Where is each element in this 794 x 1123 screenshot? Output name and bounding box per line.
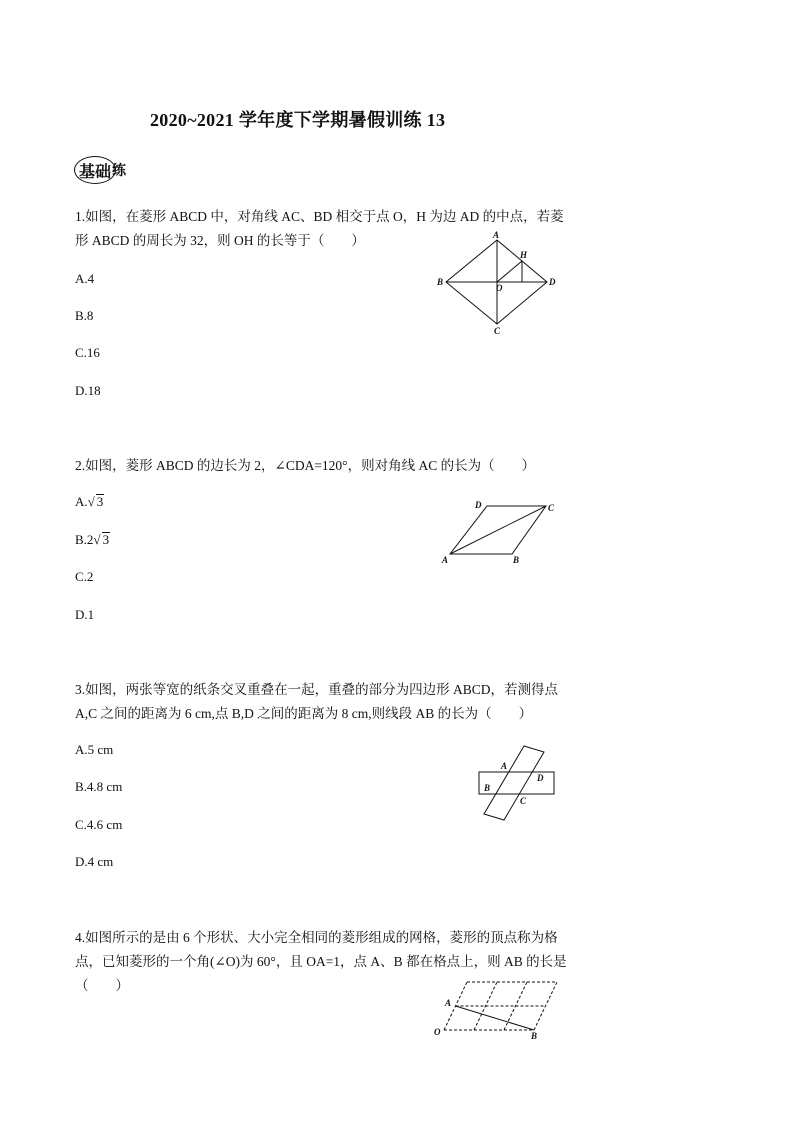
- q1-label-d: D: [549, 277, 556, 287]
- q1-option-b: B.8: [75, 308, 94, 323]
- q3-label-d: D: [537, 773, 544, 783]
- q4-rhombus-grid-figure: [430, 975, 560, 1043]
- q3-slanted-strip: [484, 746, 544, 820]
- section-badge: 基础: [74, 156, 116, 184]
- q3-option-a: A.5 cm: [75, 742, 114, 757]
- q1-segment-oh: [497, 261, 522, 282]
- q2-label-c: C: [548, 503, 555, 513]
- q3-label-c: C: [520, 796, 527, 806]
- q4-segment-ab: [456, 1006, 535, 1030]
- q2-label-a: A: [442, 555, 449, 565]
- question-4-text: 4.如图所示的是由 6 个形状、大小完全相同的菱形组成的网格，菱形的顶点称为格点，已知菱形的一个角(∠O)为 60°，且 OA=1，点 A、B 都在格点上，则 AB 的长是（ ）: [75, 930, 567, 993]
- radical-sign-icon: √: [93, 532, 101, 547]
- q4-label-o: O: [434, 1027, 441, 1037]
- q3-option-b: B.4.8 cm: [75, 779, 123, 794]
- q1-label-b: B: [437, 277, 444, 287]
- q2-label-b: B: [513, 555, 520, 565]
- q1-label-o: O: [496, 283, 503, 293]
- q2-option-d: D.1: [75, 607, 95, 622]
- q2-option-b: [75, 532, 110, 548]
- q4-label-b: B: [531, 1031, 538, 1041]
- q3-paper-strips-figure: [470, 738, 565, 828]
- q2-label-d: D: [475, 500, 482, 510]
- q4-label-a: A: [445, 998, 452, 1008]
- q3-label-a: A: [501, 761, 508, 771]
- page-title: 2020~2021 学年度下学期暑假训练 13: [150, 110, 446, 130]
- section-label-rest: 练: [112, 164, 126, 179]
- q1-label-a: A: [493, 230, 500, 240]
- q3-option-d: D.4 cm: [75, 854, 114, 869]
- q2-option-b-radicand: 3: [102, 532, 110, 547]
- q2-rhombus-figure: [438, 496, 563, 568]
- q1-option-c: C.16: [75, 345, 100, 360]
- q3-option-c: C.4.6 cm: [75, 817, 123, 832]
- q2-option-a-prefix: A.: [75, 494, 88, 509]
- q2-option-a: [75, 494, 104, 510]
- q2-option-b-prefix: B.2: [75, 532, 94, 547]
- q1-option-d: D.18: [75, 383, 101, 398]
- q2-diagonal-ac: [450, 506, 546, 554]
- q1-label-h: H: [520, 250, 528, 260]
- question-2-text: 2.如图，菱形 ABCD 的边长为 2，∠CDA=120°，则对角线 AC 的长为（ ）: [75, 458, 536, 473]
- q1-label-c: C: [494, 326, 501, 336]
- q3-label-b: B: [484, 783, 491, 793]
- q1-option-a: A.4: [75, 271, 95, 286]
- section-heading: [74, 156, 126, 184]
- question-3-text: 3.如图，两张等宽的纸条交叉重叠在一起，重叠的部分为四边形 ABCD，若测得点 A,C 之间的距离为 6 cm,点 B,D 之间的距离为 8 cm,则线段 AB 的长为（ ）: [75, 682, 559, 721]
- radical-sign-icon: √: [87, 494, 95, 509]
- question-1-text: 1.如图，在菱形 ABCD 中，对角线 AC、BD 相交于点 O，H 为边 AD 的中点，若菱形 ABCD 的周长为 32，则 OH 的长等于（ ）: [75, 209, 564, 248]
- q2-option-c: C.2: [75, 569, 94, 584]
- q2-option-a-radicand: 3: [96, 494, 104, 509]
- q1-rhombus-figure: [430, 228, 560, 338]
